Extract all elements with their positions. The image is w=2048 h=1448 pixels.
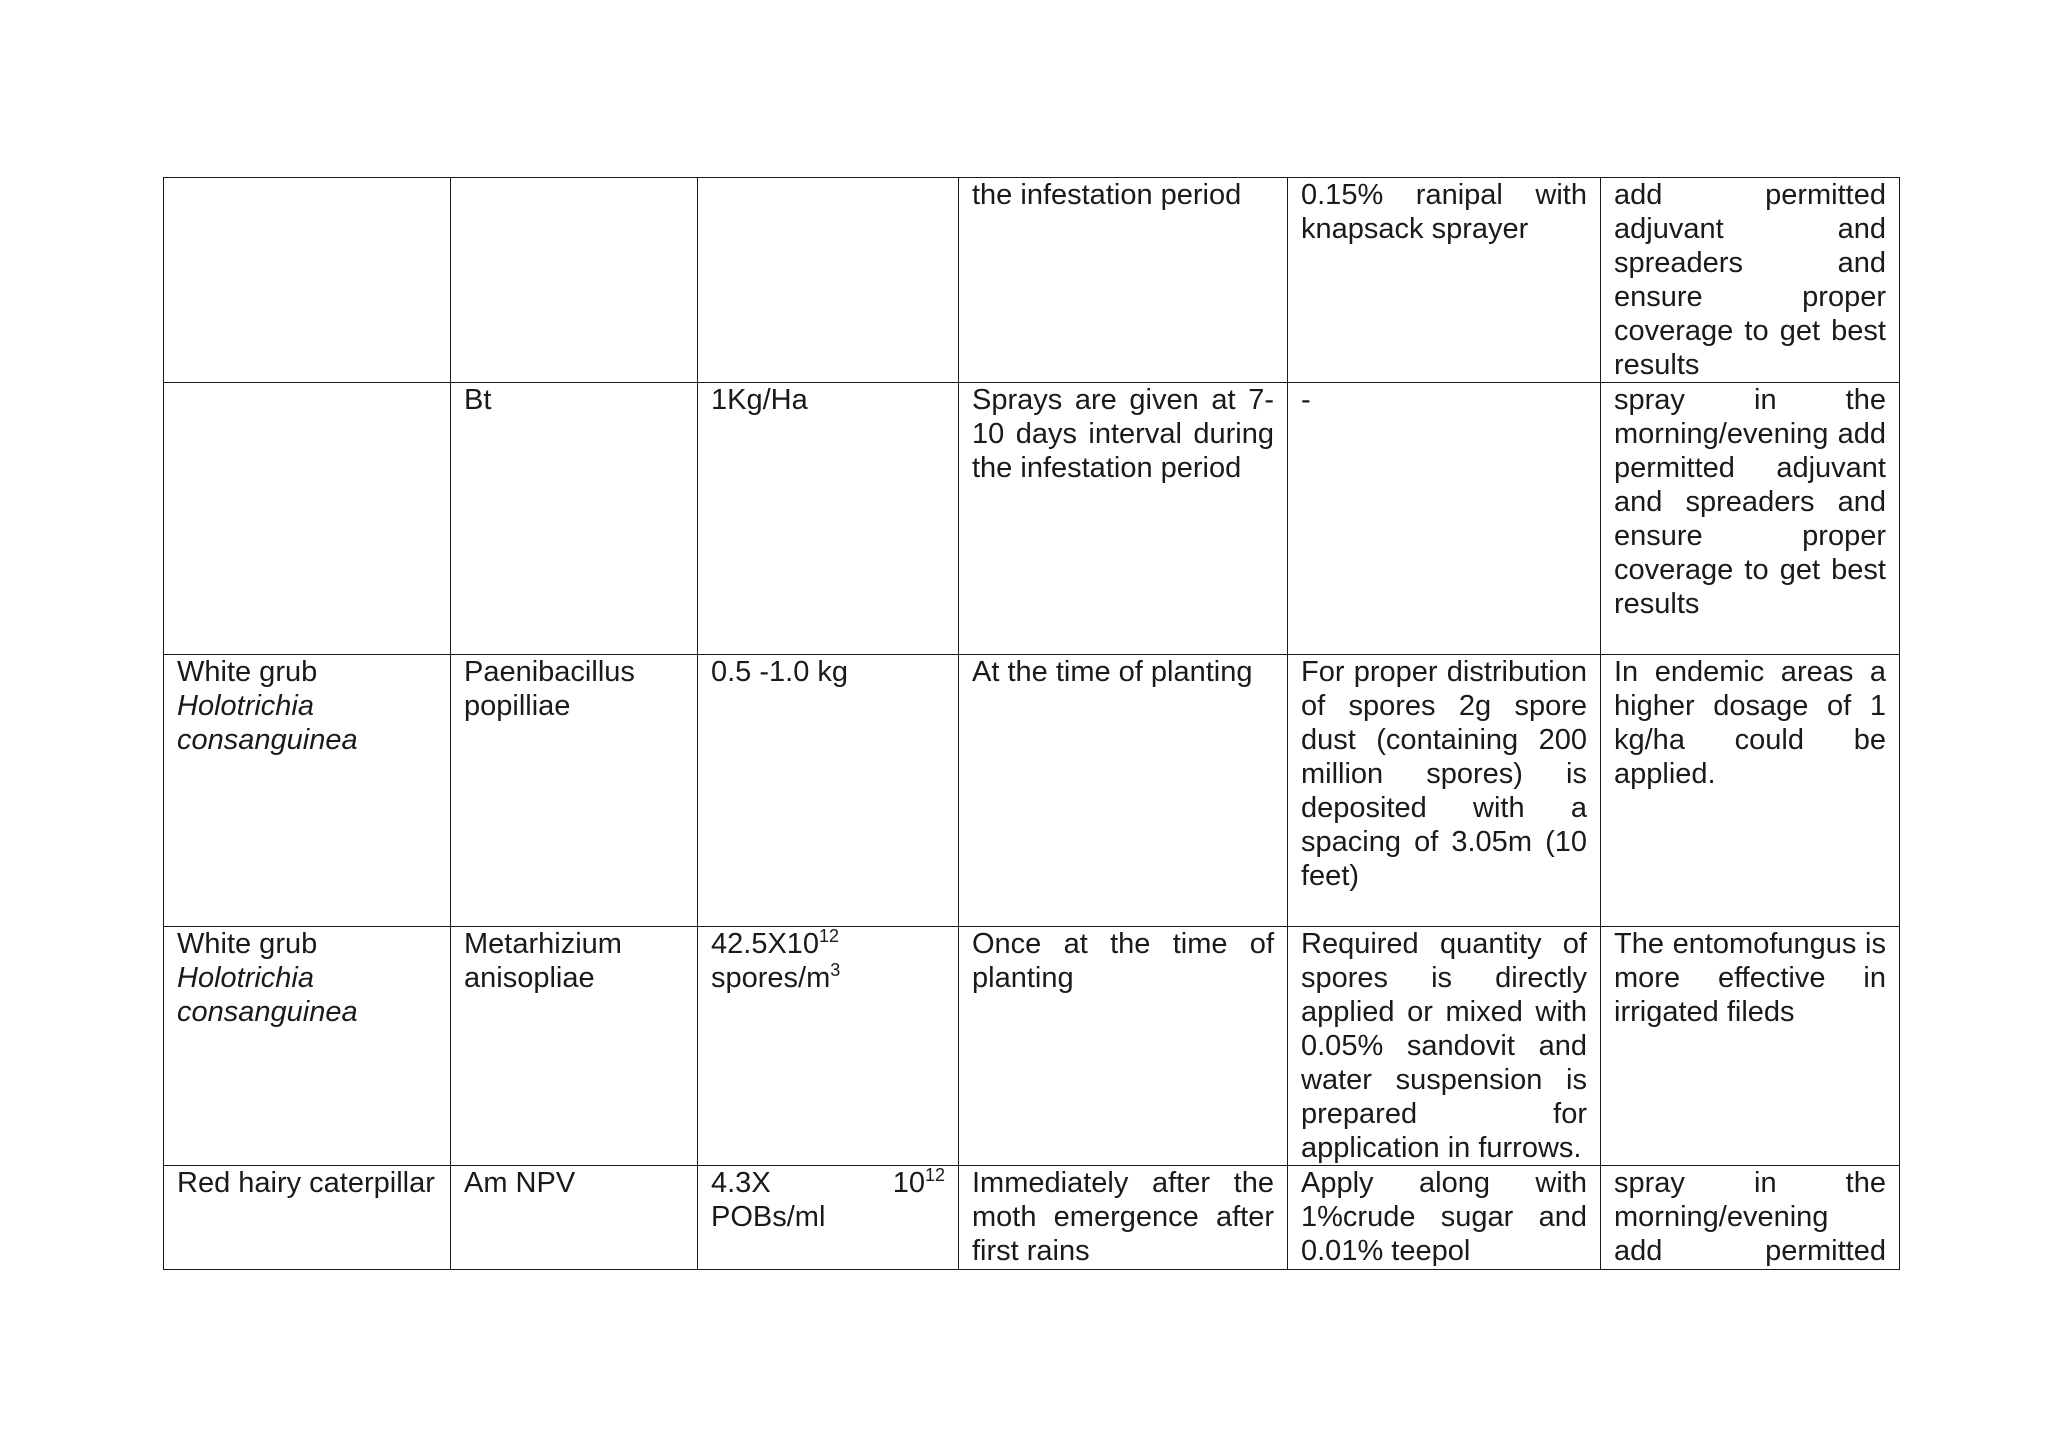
remarks-line: add permitted (1614, 1235, 1886, 1267)
pest-cell (164, 383, 451, 655)
dose-exponent: 12 (924, 1165, 945, 1185)
dose-unit-exponent: 3 (830, 960, 841, 980)
method-cell: Required quantity of spores is directly applied or mixed with 0.05% sandovit and water suspension is prepared for application in furrows. (1288, 927, 1601, 1166)
dose-cell (698, 927, 959, 1166)
table-row (164, 383, 1900, 655)
remarks-cell: spray in the morning/evening add permitted adjuvant and spreaders and ensure proper coverage to get best results (1601, 383, 1900, 655)
timing-cell: Immediately after the moth emergence after first rains (959, 1166, 1288, 1270)
dose-unit: spores/$m^3$ (711, 960, 841, 994)
pest-scientific-name: Holotrichia consanguinea (177, 690, 358, 756)
bioagent-cell: Bt (451, 383, 698, 655)
table-row (164, 655, 1900, 927)
method-cell: - (1288, 383, 1601, 655)
dose-unit: POBs/ml (711, 1201, 826, 1233)
remarks-cell (1601, 1166, 1900, 1270)
timing-cell: Once at the time of planting (959, 927, 1288, 1166)
dose-exponent: 12 (819, 926, 840, 946)
pest-common-name: White grub (177, 656, 318, 688)
remarks-cell: In endemic areas a higher dosage of 1 kg/ha could be applied. (1601, 655, 1900, 927)
remarks-line: morning/evening (1614, 1201, 1829, 1233)
biocontrol-table (163, 177, 1900, 1270)
bioagent-cell (451, 178, 698, 383)
pest-common-name: White grub (177, 928, 318, 960)
method-cell: 0.15% ranipal with knapsack sprayer (1288, 178, 1601, 383)
timing-cell: Sprays are given at 7-10 days interval during the infestation period (959, 383, 1288, 655)
pest-cell (164, 178, 451, 383)
pest-cell: Red hairy caterpillar (164, 1166, 451, 1270)
bioagent-cell: Metarhizium anisopliae (451, 927, 698, 1166)
dose-cell: 1Kg/Ha (698, 383, 959, 655)
pest-cell (164, 927, 451, 1166)
method-cell: For proper distribution of spores 2g spore dust (containing 200 million spores) is deposited with a spacing of 3.05m (10 feet) (1288, 655, 1601, 927)
timing-cell: At the time of planting (959, 655, 1288, 927)
timing-cell: the infestation period (959, 178, 1288, 383)
dose-value: $42.5X10^{12}$ (711, 926, 840, 960)
bioagent-cell: Am NPV (451, 1166, 698, 1270)
table-row (164, 927, 1900, 1166)
dose-value: 4.3X $10^{12}$ (711, 1165, 945, 1199)
method-cell: Apply along with 1%crude sugar and 0.01% teepol (1288, 1166, 1601, 1270)
pest-cell (164, 655, 451, 927)
remarks-cell: The entomofungus is more effective in irrigated fileds (1601, 927, 1900, 1166)
dose-cell (698, 178, 959, 383)
bioagent-cell: Paenibacillus popilliae (451, 655, 698, 927)
pest-scientific-name: Holotrichia consanguinea (177, 962, 358, 1028)
remarks-line: spray in the (1614, 1167, 1886, 1199)
remarks-cell: add permitted adjuvant and spreaders and ensure proper coverage to get best results (1601, 178, 1900, 383)
dose-cell (698, 1166, 959, 1270)
table-row (164, 178, 1900, 383)
dose-cell: 0.5 -1.0 kg (698, 655, 959, 927)
table-row (164, 1166, 1900, 1270)
